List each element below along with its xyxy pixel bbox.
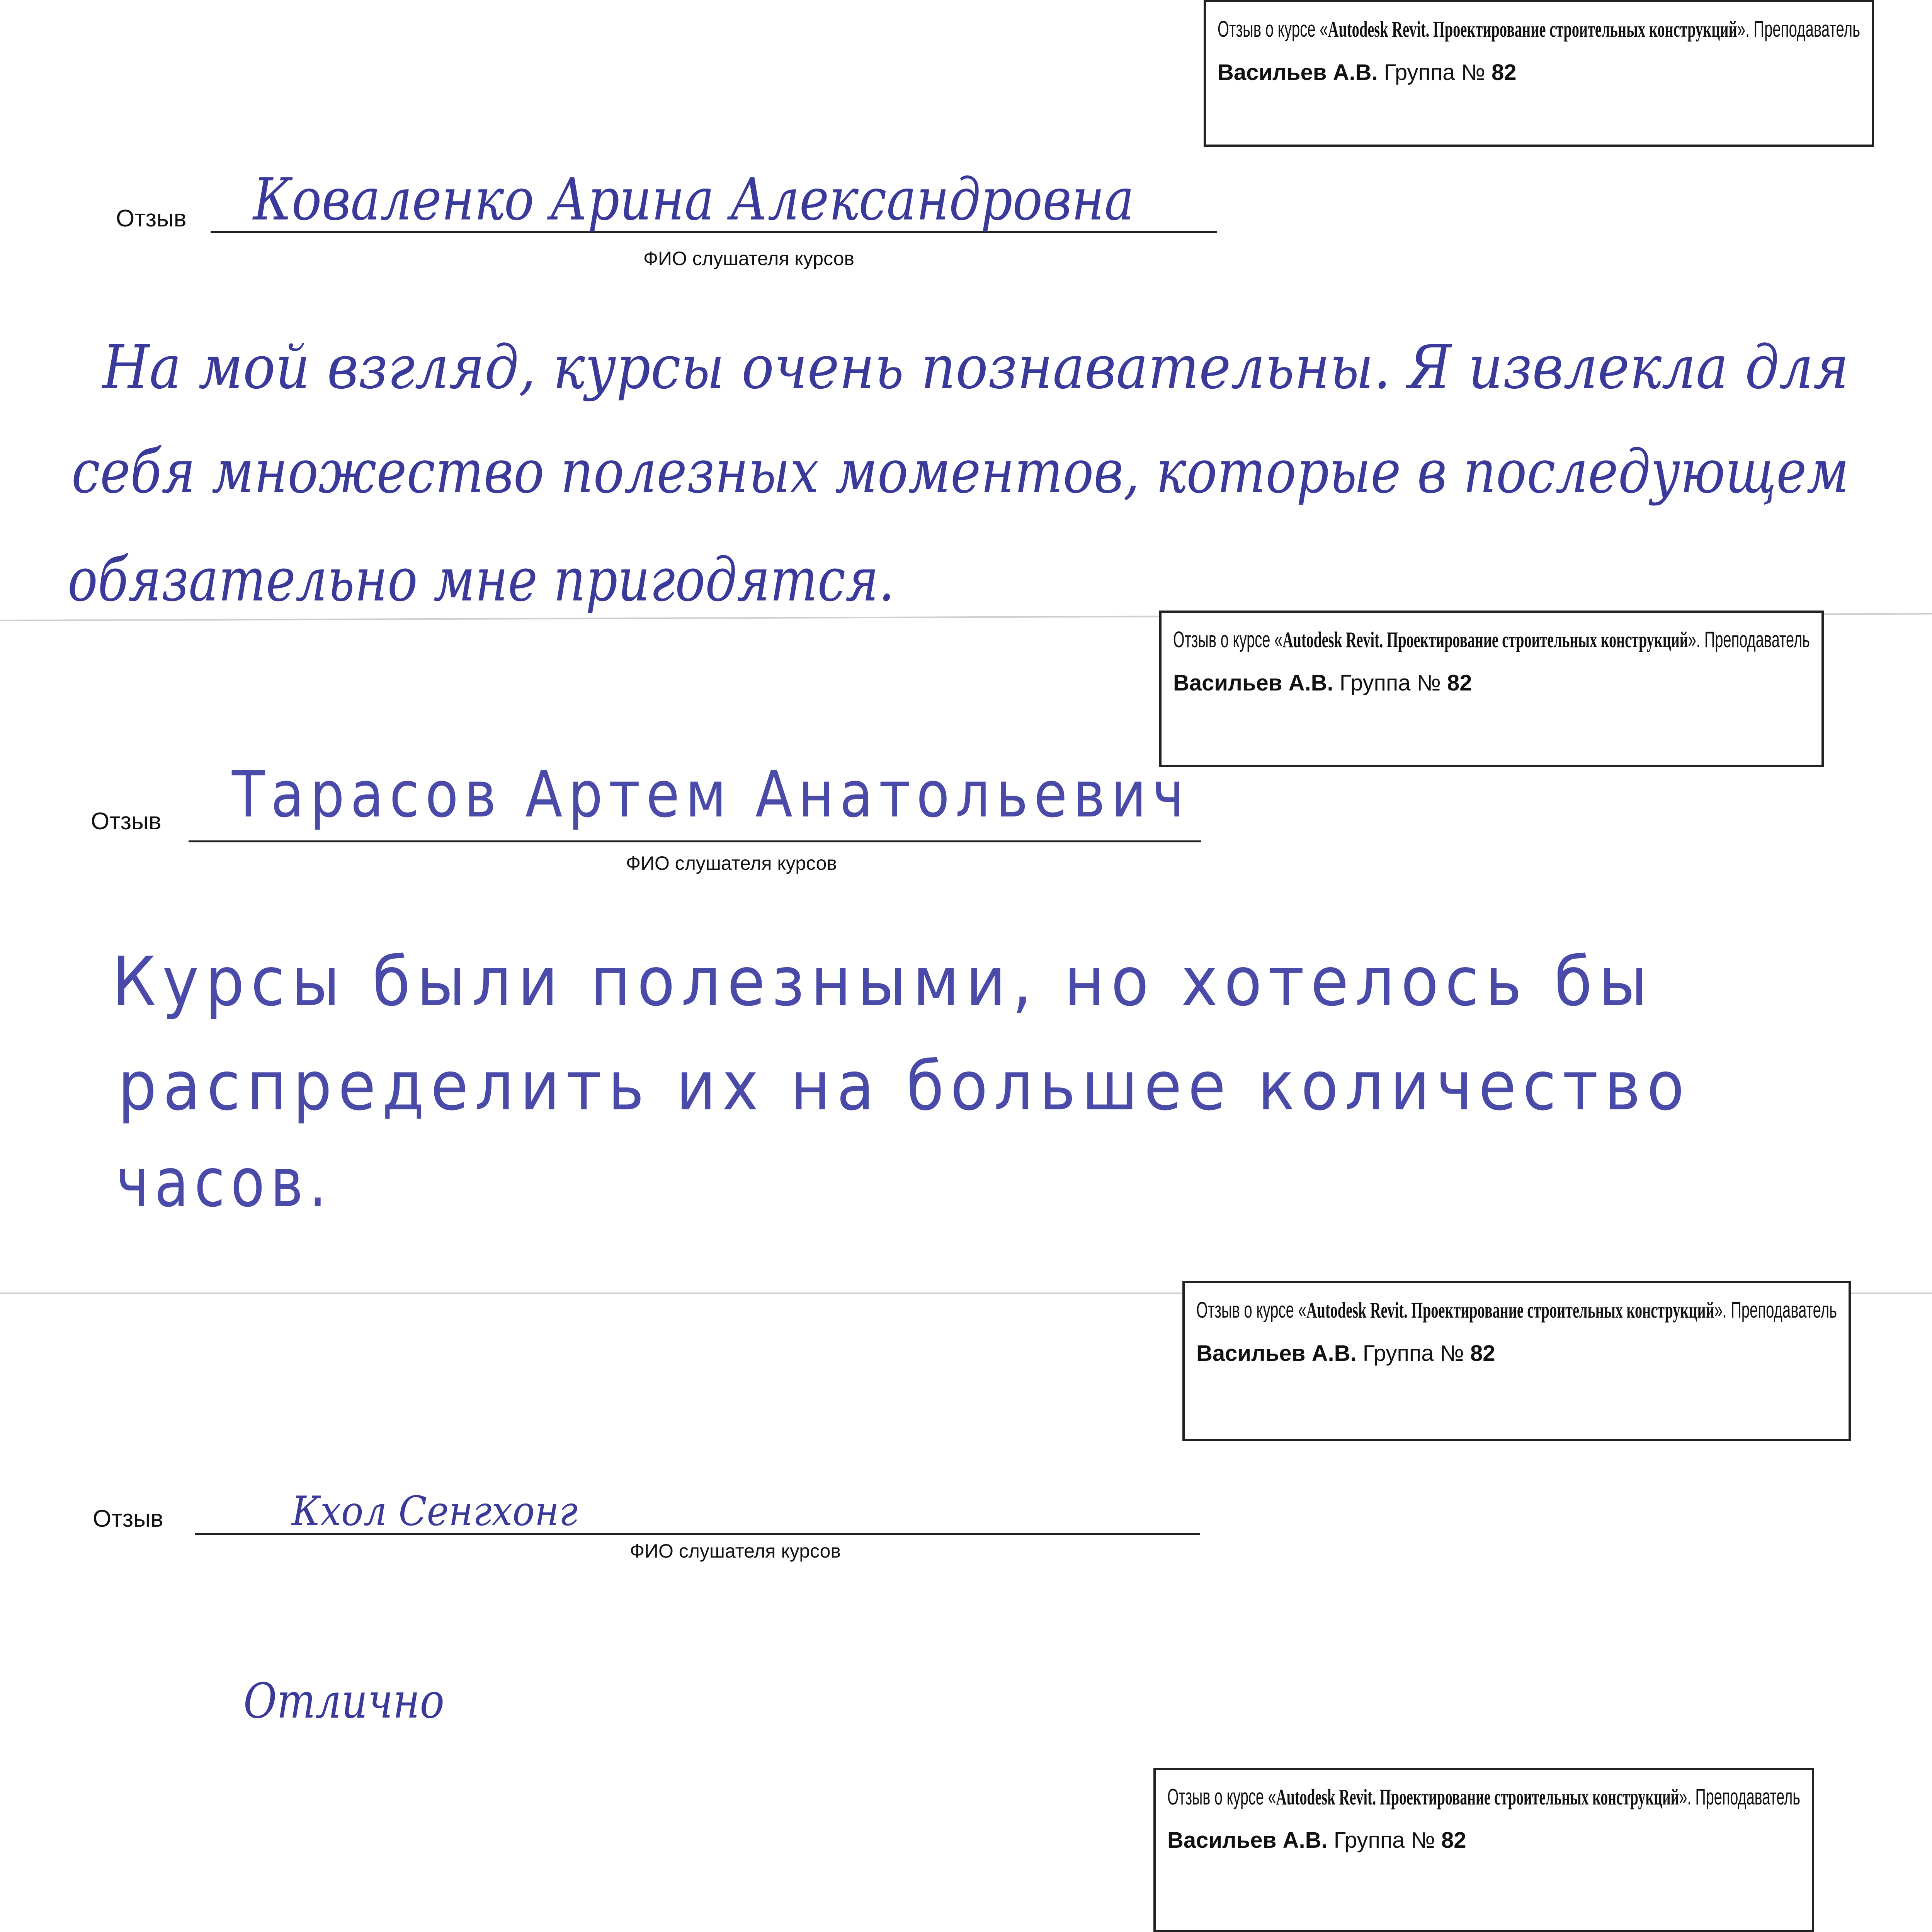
group-number: 82 [1470,1341,1495,1366]
group-label: Группа № [1333,1828,1435,1853]
review-text-line: Курсы были полезными, но хотелось бы [112,943,1654,1021]
header-text: Отзыв о курсе « [1173,627,1283,652]
group-number: 82 [1492,60,1517,85]
course-name: Autodesk Revit. Проектирование строительных конструкций [1276,1784,1679,1810]
review-label: Отзыв [91,808,162,835]
teacher-name: Васильев А.В. [1196,1341,1357,1366]
header-text: ». Преподаватель [1714,1298,1837,1323]
header-text: ». Преподаватель [1688,627,1810,652]
course-header-box [1182,1281,1851,1441]
group-label: Группа № [1384,60,1485,85]
name-caption: ФИО слушателя курсов [643,248,854,269]
header-text: ». Преподаватель [1679,1784,1800,1810]
group-number: 82 [1447,670,1472,696]
review-label: Отзыв [116,205,187,232]
course-header-box [1153,1768,1814,1932]
teacher-name: Васильев А.В. [1218,60,1378,85]
header-text: ». Преподаватель [1737,17,1860,42]
header-text: Отзыв о курсе « [1196,1298,1306,1323]
name-underline [189,840,1201,842]
name-caption: ФИО слушателя курсов [630,1540,841,1562]
course-name: Autodesk Revit. Проектирование строительных конструкций [1282,627,1688,652]
header-text: Отзыв о курсе « [1218,17,1328,42]
review-text-line: На мой взгляд, курсы очень познавательны. Я извлекла для [102,332,1849,402]
student-name: Тарасов Артем Анатольевич [232,757,1190,832]
student-name: Кхол Сенгхонг [292,1488,578,1535]
review-text-line: часов. [116,1144,332,1222]
course-name: Autodesk Revit. Проектирование строительных конструкций [1328,17,1737,42]
course-header-box [1204,0,1874,147]
student-name: Коваленко Арина Александровна [253,166,1134,233]
review-label: Отзыв [93,1505,163,1532]
review-text-line: обязательно мне пригодятся. [68,545,895,615]
group-number: 82 [1441,1828,1466,1853]
group-label: Группа № [1362,1341,1464,1366]
course-header-box [1159,611,1824,767]
review-text-line: распределить их на большее количество [118,1047,1690,1126]
header-text: Отзыв о курсе « [1167,1784,1276,1810]
review-text-line: Отлично [243,1673,444,1729]
teacher-name: Васильев А.В. [1167,1828,1328,1853]
course-name: Autodesk Revit. Проектирование строительных конструкций [1306,1298,1714,1323]
group-label: Группа № [1339,670,1441,696]
name-caption: ФИО слушателя курсов [626,852,837,874]
review-text-line: себя множество полезных моментов, которые в последующем [71,437,1849,507]
teacher-name: Васильев А.В. [1173,670,1333,696]
